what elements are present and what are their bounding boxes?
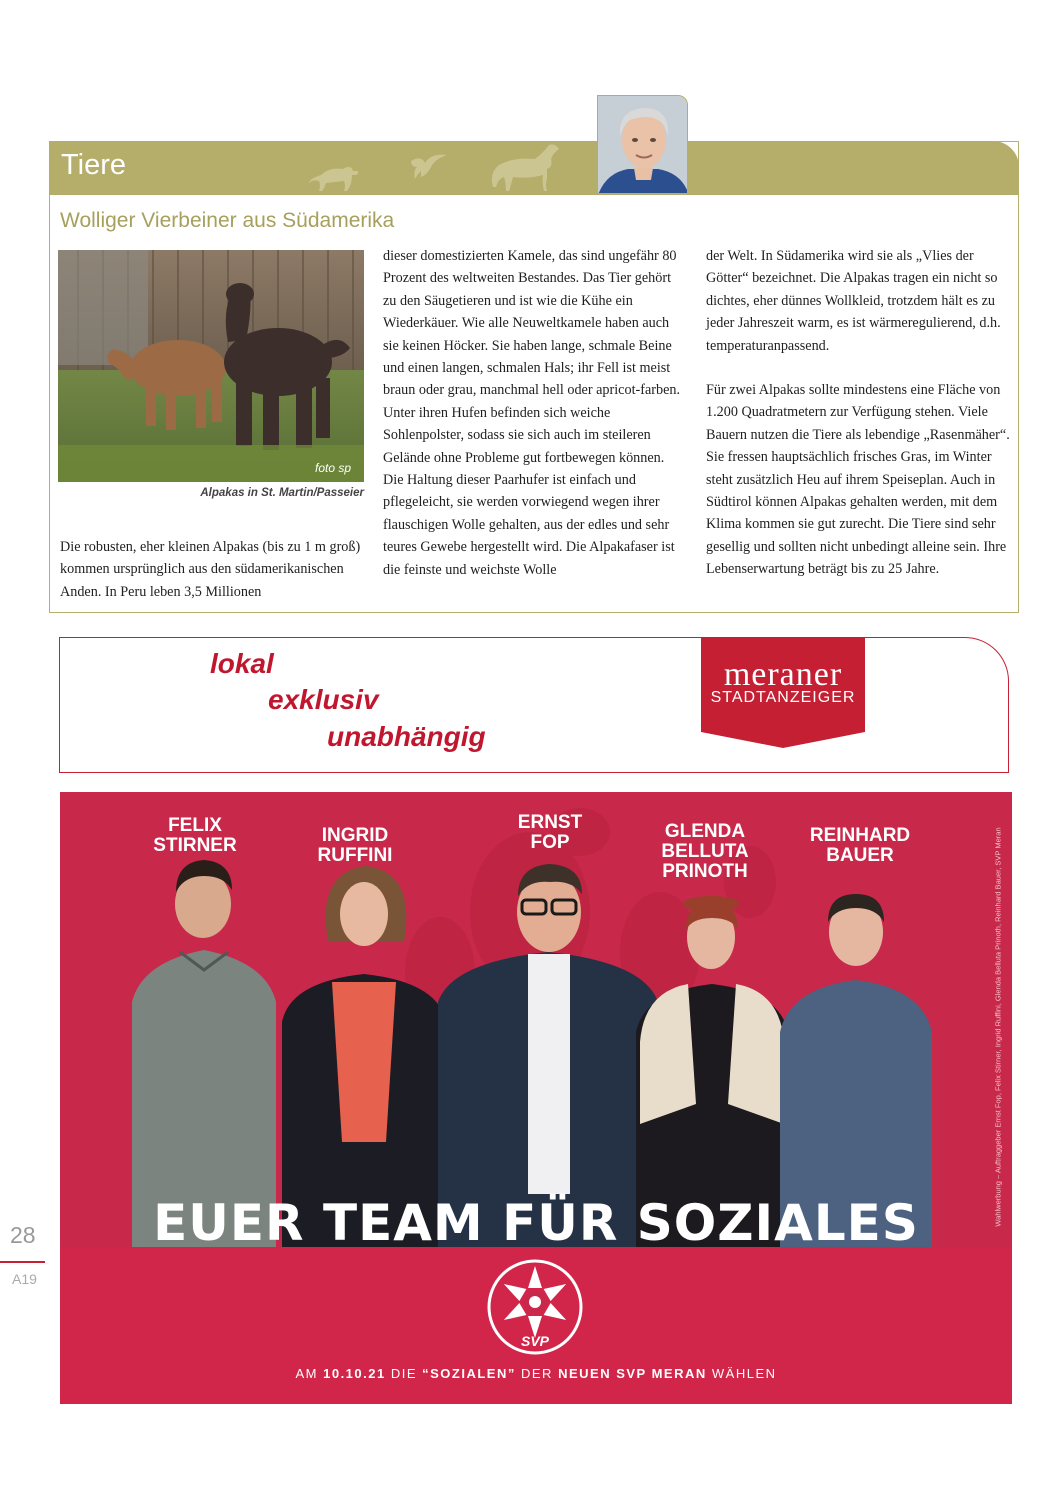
logo-sub-text: STADTANZEIGER xyxy=(710,689,856,706)
paragraph: der Welt. In Südamerika wird sie als „Vlies der Götter“ bezeichnet. Die Alpakas tragen ein nicht so dichtes, eher dünnes Wollkleid, trotzdem hält es zu jeder Jahreszeit warm, es ist wärmeregulierend, d.h. temperaturanpassend. xyxy=(706,248,1001,354)
meraner-logo xyxy=(701,638,865,748)
paragraph: dieser domestizierten Kamele, das sind ungefähr 80 Prozent des weltweiten Bestandes. Das Tier gehört zu den Säugetieren und ist wie die Kühe ein Wiederkäuer. Wie alle Neuweltkamele haben auch sie keinen Höcker. Sie haben lange, schmale Beine und einen langen, schmalen Hals; ihr Fell ist meist braun oder grau, manchmal hell oder apricot-farben. Unter ihren Hufen befinden sich weiche Sohlenpolster, sodass sie sich auch im steileren Gelände ohne Probleme gut fortbewegen können. xyxy=(383,248,681,466)
article-headline: Wolliger Vierbeiner aus Südamerika xyxy=(60,209,395,232)
logo-main-text: meraner xyxy=(723,656,843,693)
section-label: Tiere xyxy=(61,149,126,181)
page-number: 28 xyxy=(10,1222,36,1248)
candidate-name-felix: FELIX STIRNER xyxy=(153,815,237,856)
paragraph: Die robusten, eher kleinen Alpakas (bis zu 1 m groß) kommen ursprünglich aus den südamerikanischen Anden. In Peru leben 3,5 Millionen xyxy=(60,539,361,600)
candidate-name-glenda: GLENDA BELLUTA PRINOTH xyxy=(661,821,749,882)
svp-election-ad xyxy=(60,792,1012,1404)
alpaca-photo xyxy=(58,250,364,482)
animal-silhouettes-icon xyxy=(261,141,601,195)
paragraph: Die Haltung dieser Paarhufer ist einfach und pflegeleicht, sie werden vorwiegend wegen ihrer flauschigen Wolle gehalten, aus der edles und sehr teures Gewebe hergestellt wird. Die Alpakafaser ist die feinste und weichste Wolle xyxy=(383,472,675,578)
candidate-name-ingrid: INGRID RUFFINI xyxy=(317,825,393,866)
paragraph: Für zwei Alpakas sollte mindestens eine Fläche von 1.200 Quadratmetern zur Verfügung stehen. Viele Bauern nutzen die Tiere als lebendige „Rasenmäher“. Sie fressen hauptsächlich frisches Gras, im Winter steht zusätzlich Heu auf ihrem Speiseplan. Auch in Südtirol können Alpakas gehalten werden, mit dem Klima kommen sie gut zurecht. Die Tiere sind sehr gesellig und sollten nicht unbedingt alleine sein. Ihre Lebenserwartung beträgt bis zu 25 Jahre. xyxy=(706,382,1010,578)
author-portrait xyxy=(597,95,688,194)
photo-caption: Alpakas in St. Martin/Passeier xyxy=(200,487,364,499)
svp-logo-text: SVP xyxy=(520,1333,550,1349)
slogan-unabhaengig: unabhängig xyxy=(327,721,486,752)
ad-disclaimer: Wahlwerbung – Auftraggeber Ernst Fop, Felix Stirner, Ingrid Ruffini, Glenda Belluta Prinoth, Reinhard Bauer, SVP Meran xyxy=(993,827,1003,1227)
candidate-name-reinhard: REINHARD BAUER xyxy=(809,825,911,866)
article-column-3 xyxy=(706,245,1010,581)
photo-credit: foto sp xyxy=(315,461,352,475)
page-code: A19 xyxy=(12,1271,37,1287)
article-column-2 xyxy=(383,245,683,581)
section-header xyxy=(49,141,1019,195)
slogan-lokal: lokal xyxy=(210,648,274,679)
article-column-1 xyxy=(60,536,366,603)
page-number-rule xyxy=(0,1261,45,1263)
candidate-name-ernst: ERNST FOP xyxy=(517,812,583,853)
meraner-stadtanzeiger-ad xyxy=(59,637,1009,773)
ad-headline: EUER TEAM FÜR SOZIALES xyxy=(153,1194,919,1252)
vote-call-to-action: AM 10.10.21 DIE “SOZIALEN” DER NEUEN SVP MERAN WÄHLEN xyxy=(295,1366,777,1381)
slogan-exklusiv: exklusiv xyxy=(268,684,379,715)
svp-edelweiss-logo xyxy=(482,1254,588,1360)
